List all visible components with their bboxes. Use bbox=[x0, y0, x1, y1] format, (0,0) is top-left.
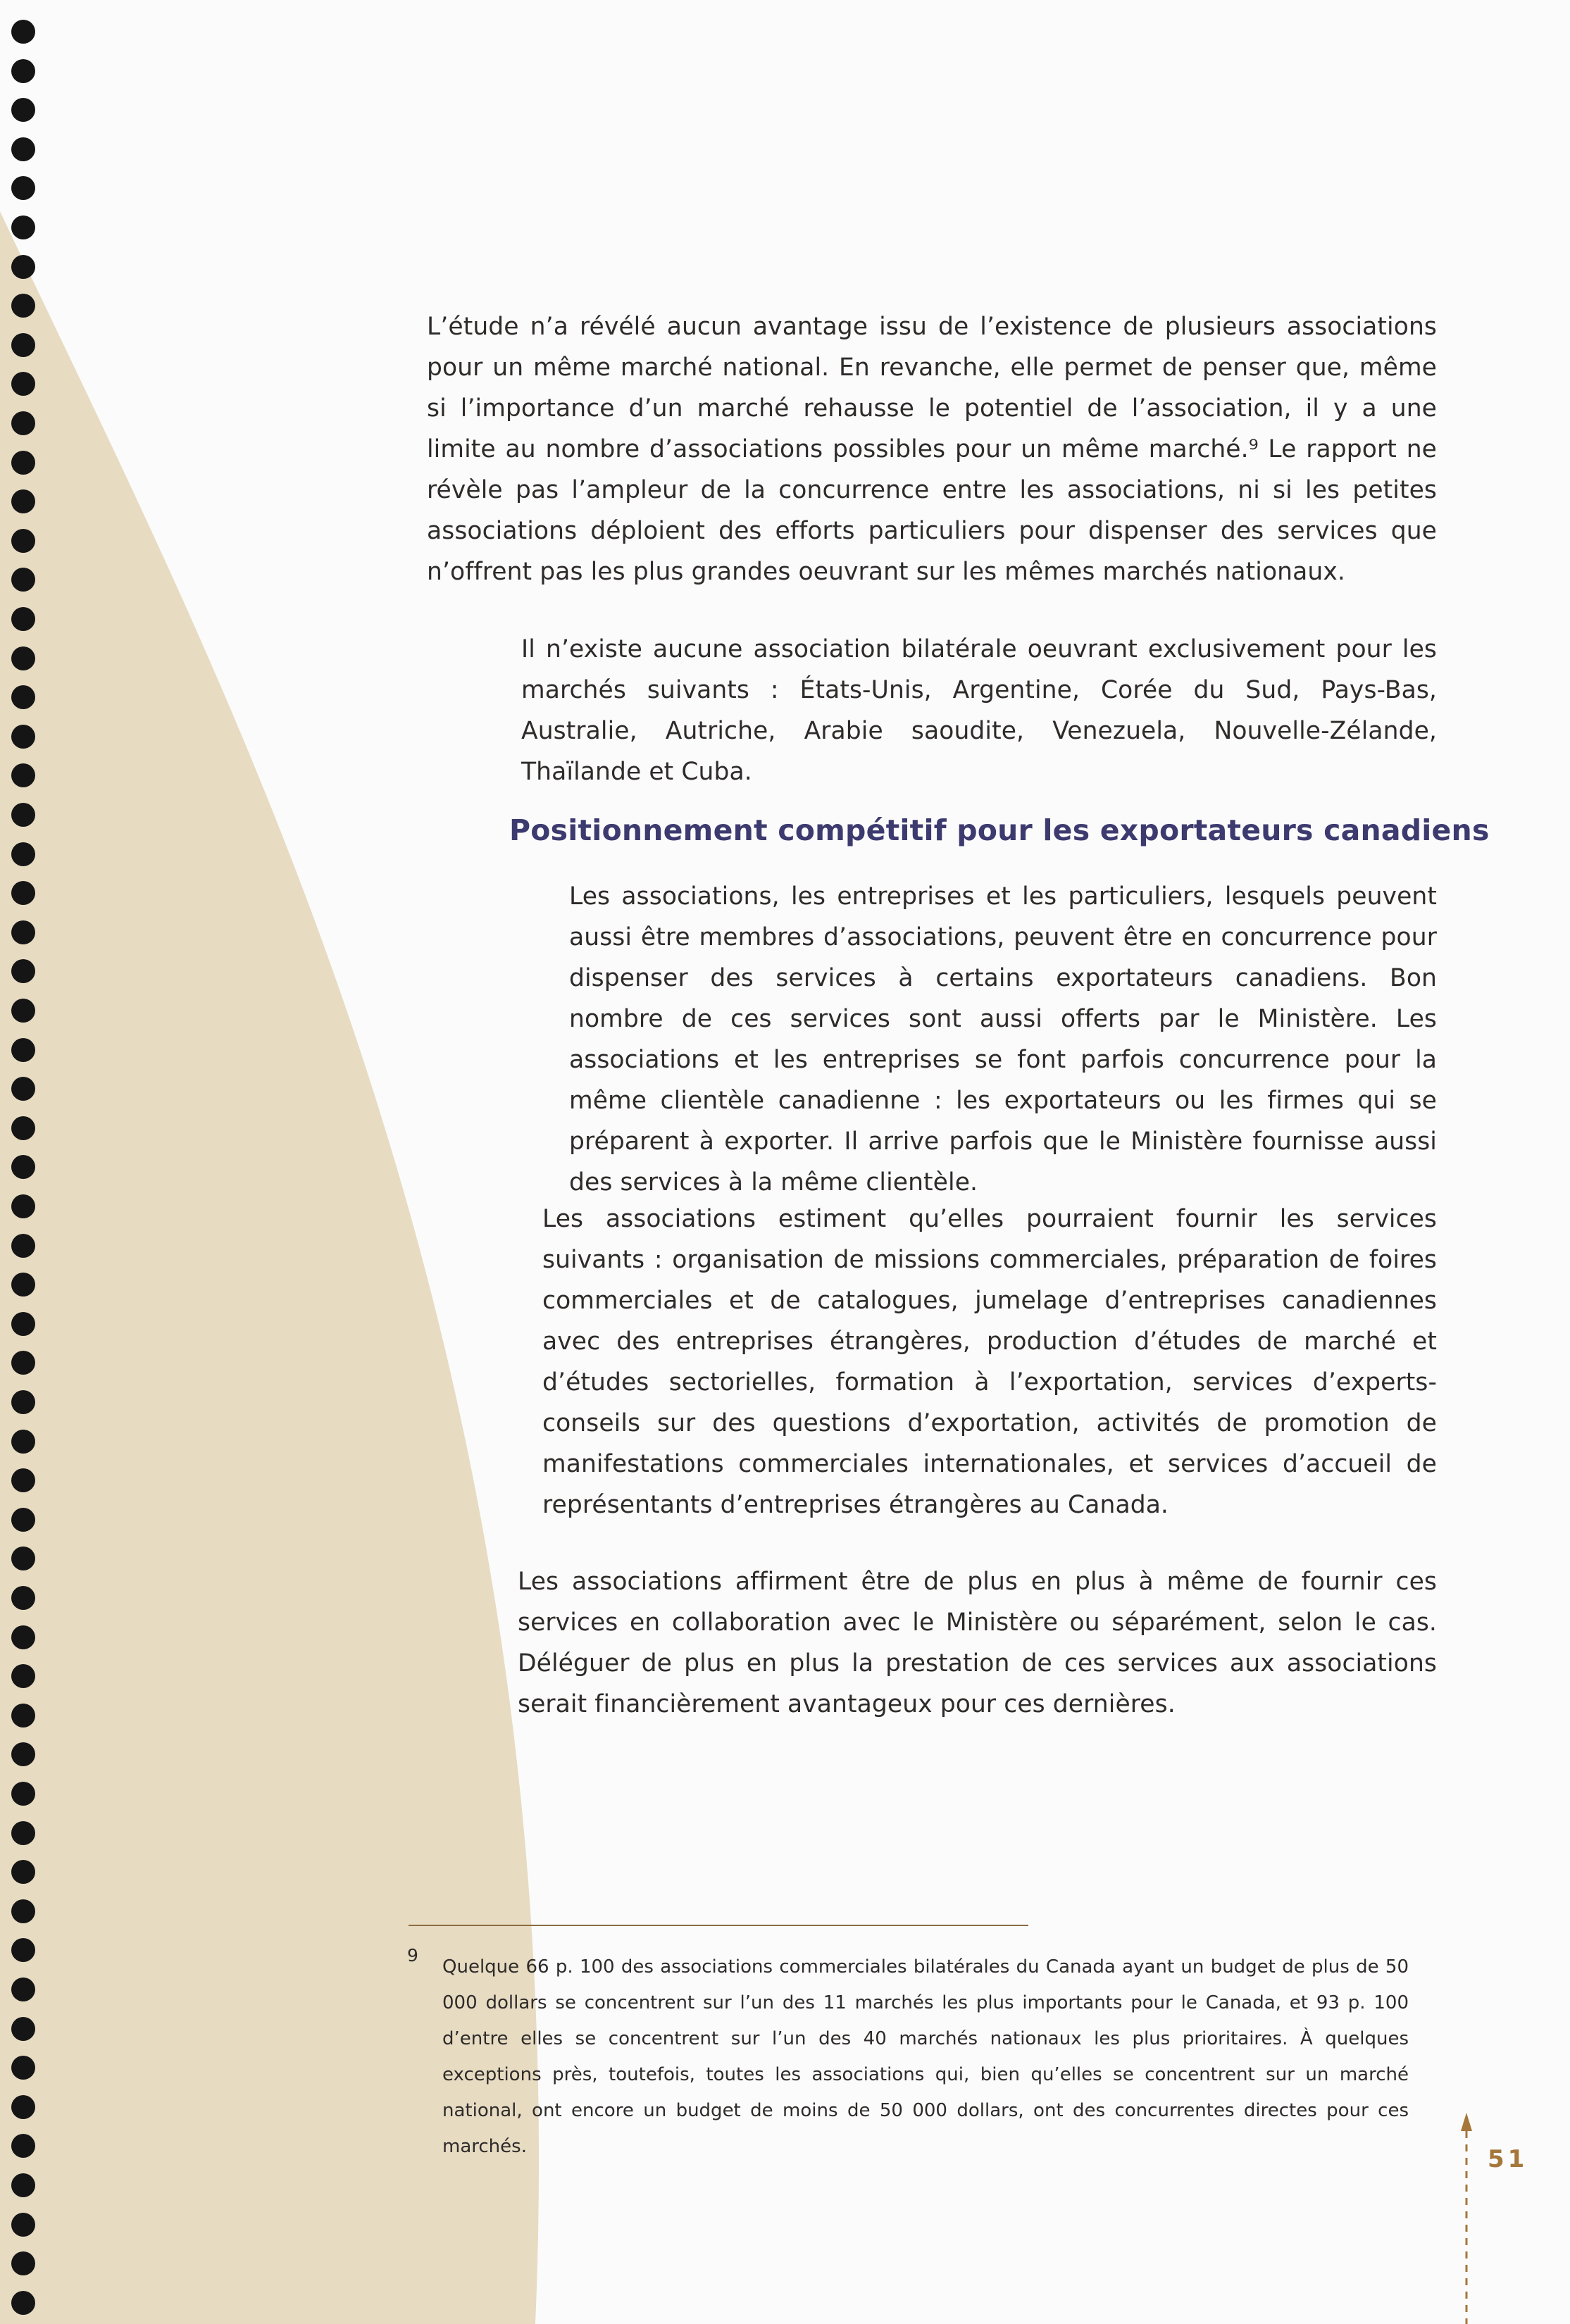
paragraph-5-text: Les associations affirment être de plus en plus à même de fournir ces services en collaboration avec le Ministère ou séparément, selon le cas. Déléguer de plus en plus la prestation de ces services aux associations serait financièrement avantageux pour ces dernières. bbox=[518, 1568, 1437, 1718]
section-heading: Positionnement compétitif pour les exportateurs canadiens bbox=[509, 813, 1490, 847]
binding-hole-icon bbox=[11, 372, 35, 396]
binding-hole-icon bbox=[11, 763, 35, 787]
binding-hole-icon bbox=[11, 803, 35, 827]
binding-hole-icon bbox=[11, 1978, 35, 2001]
binding-hole-icon bbox=[11, 1116, 35, 1140]
binding-hole-icon bbox=[11, 1273, 35, 1297]
binding-hole-icon bbox=[11, 1704, 35, 1728]
binding-hole-icon bbox=[11, 959, 35, 983]
binding-hole-icon bbox=[11, 881, 35, 905]
binding-hole-icon bbox=[11, 999, 35, 1023]
binding-hole-icon bbox=[11, 1821, 35, 1845]
binding-hole-icon bbox=[11, 2134, 35, 2158]
body-paragraph-5 bbox=[518, 1561, 1437, 1725]
binding-hole-icon bbox=[11, 59, 35, 83]
body-paragraph-4 bbox=[542, 1199, 1437, 1525]
binding-hole-icon bbox=[11, 1938, 35, 1962]
binding-hole-icon bbox=[11, 2095, 35, 2119]
body-paragraph-1 bbox=[427, 306, 1437, 592]
binding-hole-icon bbox=[11, 2056, 35, 2080]
binding-hole-icon bbox=[11, 842, 35, 866]
binding-hole-icon bbox=[11, 1155, 35, 1179]
binding-hole-icon bbox=[11, 685, 35, 709]
binding-hole-icon bbox=[11, 2251, 35, 2275]
binding-hole-icon bbox=[11, 529, 35, 553]
spiral-binding bbox=[0, 0, 63, 2324]
binding-hole-icon bbox=[11, 1547, 35, 1570]
binding-hole-icon bbox=[11, 2173, 35, 2197]
binding-hole-icon bbox=[11, 568, 35, 592]
binding-hole-icon bbox=[11, 1077, 35, 1101]
binding-hole-icon bbox=[11, 176, 35, 200]
binding-hole-icon bbox=[11, 1586, 35, 1610]
binding-hole-icon bbox=[11, 1860, 35, 1884]
paragraph-1-text: L’étude n’a révélé aucun avantage issu de l’existence de plusieurs associations pour un même marché national. En revanche, elle permet de penser que, même si l’importance d’un marché rehausse le potentiel de l’association, il y a une limite au nombre d’associations possibles pour un même marché.⁹ Le rapport ne révèle pas l’ampleur de la concurrence entre les associations, ni si les petites associations déploient des efforts particuliers pour dispenser des services que n’offrent pas les plus grandes oeuvrant sur les mêmes marchés nationaux. bbox=[427, 313, 1437, 586]
binding-hole-icon bbox=[11, 1234, 35, 1258]
binding-hole-icon bbox=[11, 1782, 35, 1806]
footnote-number: 9 bbox=[407, 1945, 418, 1966]
body-paragraph-2 bbox=[521, 629, 1437, 792]
binding-hole-icon bbox=[11, 1742, 35, 1766]
binding-hole-icon bbox=[11, 333, 35, 357]
binding-hole-icon bbox=[11, 1038, 35, 1062]
binding-hole-icon bbox=[11, 920, 35, 944]
binding-hole-icon bbox=[11, 411, 35, 435]
paragraph-3-text: Les associations, les entreprises et les particuliers, lesquels peuvent aussi être membres d’associations, peuvent être en concurrence pour dispenser des services à certains exportateurs canadiens. Bon nombre de ces services sont aussi offerts par le Ministère. Les associations et les entreprises se font parfois concurrence pour la même clientèle canadienne : les exportateurs ou les firmes qui se préparent à exporter. Il arrive parfois que le Ministère fournisse aussi des services à la même clientèle. bbox=[569, 882, 1437, 1197]
binding-hole-icon bbox=[11, 1312, 35, 1336]
footnote-text: Quelque 66 p. 100 des associations commerciales bilatérales du Canada ayant un budget de plus de 50 000 dollars se concentrent sur l’un des 11 marchés les plus importants pour le Canada, et 93 p. 100 d’entre elles se concentrent sur l’un des 40 marchés nationaux les plus prioritaires. À quelques exceptions près, toutefois, toutes les associations qui, bien qu’elles se concentrent sur un marché national, ont encore un budget de moins de 50 000 dollars, ont des concurrentes directes pour ces marchés. bbox=[442, 1956, 1409, 2157]
binding-hole-icon bbox=[11, 1508, 35, 1532]
binding-hole-icon bbox=[11, 1390, 35, 1414]
binding-hole-icon bbox=[11, 1468, 35, 1492]
binding-hole-icon bbox=[11, 1625, 35, 1649]
binding-hole-icon bbox=[11, 1899, 35, 1923]
binding-hole-icon bbox=[11, 2017, 35, 2041]
binding-hole-icon bbox=[11, 1351, 35, 1375]
page-marker-arrow-icon bbox=[1458, 2113, 1475, 2324]
binding-hole-icon bbox=[11, 2291, 35, 2315]
binding-hole-icon bbox=[11, 98, 35, 122]
binding-hole-icon bbox=[11, 725, 35, 749]
binding-hole-icon bbox=[11, 294, 35, 318]
footnote-divider bbox=[409, 1925, 1028, 1926]
binding-hole-icon bbox=[11, 2213, 35, 2237]
binding-hole-icon bbox=[11, 255, 35, 279]
body-paragraph-3 bbox=[569, 876, 1437, 1203]
binding-hole-icon bbox=[11, 1194, 35, 1218]
binding-hole-icon bbox=[11, 489, 35, 513]
binding-hole-icon bbox=[11, 1664, 35, 1688]
binding-hole-icon bbox=[11, 137, 35, 161]
binding-hole-icon bbox=[11, 607, 35, 631]
binding-hole-icon bbox=[11, 215, 35, 239]
paragraph-4-text: Les associations estiment qu’elles pourraient fournir les services suivants : organisation de missions commerciales, préparation de foires commerciales et de catalogues, jumelage d’entreprises canadiennes avec des entreprises étrangères, production d’études de marché et d’études sectorielles, formation à l’exportation, services d’experts-conseils sur des questions d’exportation, activités de promotion de manifestations commerciales internationales, et services d’accueil de représentants d’entreprises étrangères au Canada. bbox=[542, 1205, 1437, 1519]
binding-hole-icon bbox=[11, 451, 35, 475]
page-number: 51 bbox=[1488, 2145, 1528, 2173]
binding-hole-icon bbox=[11, 646, 35, 670]
paragraph-2-text: Il n’existe aucune association bilatérale oeuvrant exclusivement pour les marchés suivants : États-Unis, Argentine, Corée du Sud, Pays-Bas, Australie, Autriche, Arabie saoudite, Venezuela, Nouvelle-Zélande, Thaïlande et Cuba. bbox=[521, 635, 1437, 786]
binding-hole-icon bbox=[11, 1430, 35, 1454]
binding-hole-icon bbox=[11, 20, 35, 44]
